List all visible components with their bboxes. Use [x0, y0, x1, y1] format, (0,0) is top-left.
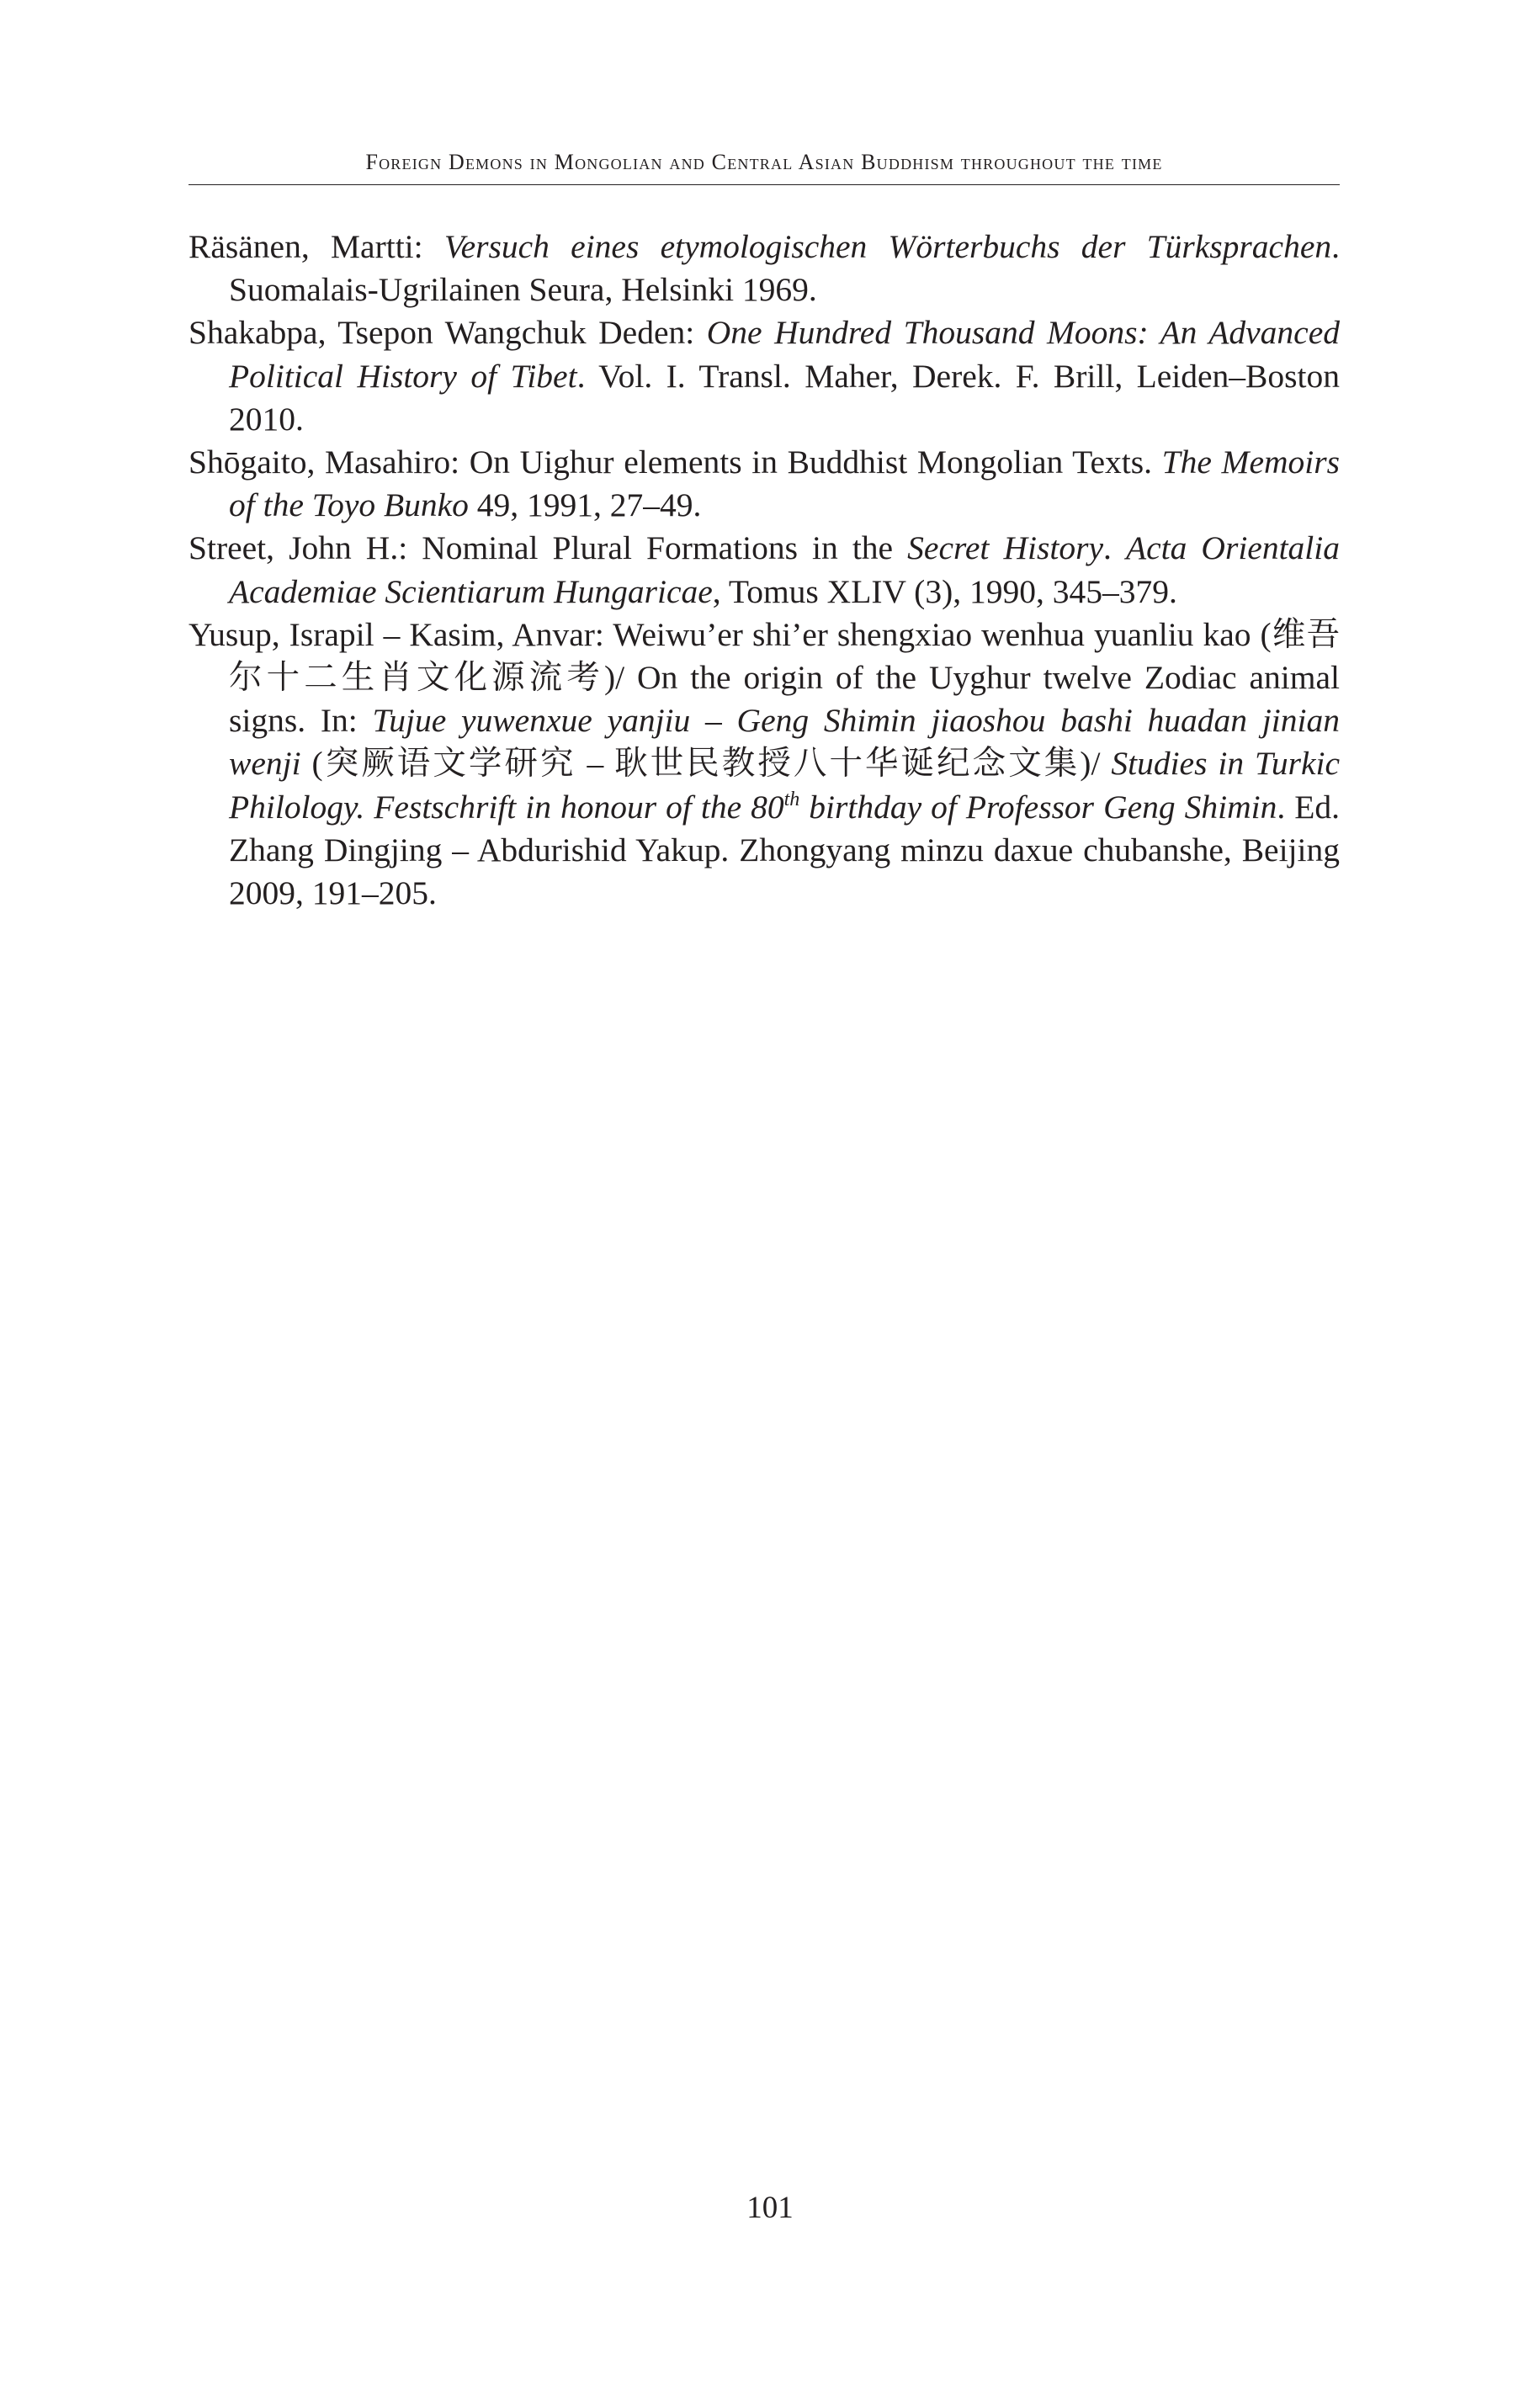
bibliography-entry-shogaito: [189, 441, 1340, 527]
entry-author: Räsänen, Martti:: [189, 228, 444, 265]
entry-chinese-title: (突厥语文学研究 – 耿世民教授八十华诞纪念文集)/: [300, 745, 1112, 783]
bibliography-list: [189, 226, 1340, 915]
entry-publication: . Ed. Zhang Dingjing – Abdurishid Yakup. Zhongyang minzu daxue chubanshe, Beijing 2009, 191–205.: [229, 788, 1340, 912]
entry-author: Shakabpa, Tsepon Wangchuk Deden:: [189, 314, 707, 352]
entry-book-title: Tujue yuwenxue yanjiu – Geng Shimin jiaoshou bashi huadan jinian wenji: [229, 702, 1340, 783]
header-rule: [189, 184, 1340, 185]
entry-author-title: Shōgaito, Masahiro: On Uighur elements in Buddhist Mongolian Texts.: [189, 444, 1162, 481]
entry-author-title: Street, John H.: Nominal Plural Formations in the: [189, 529, 908, 567]
page-number: 101: [746, 2191, 794, 2225]
entry-separator: .: [1102, 529, 1126, 567]
entry-english-title-part-1: Studies in Turkic Philology. Festschrift in honour of the 80: [229, 745, 1340, 826]
entry-title: Versuch eines etymologischen Wörterbuchs der Türksprachen: [443, 228, 1332, 265]
bibliography-entry-rasanen: [189, 226, 1340, 311]
entry-publication: . Suomalais-Ugrilainen Seura, Helsinki 1969.: [229, 228, 1340, 309]
entry-publication: , Tomus XLIV (3), 1990, 345–379.: [712, 572, 1177, 610]
entry-publication: 49, 1991, 27–49.: [468, 486, 702, 524]
bibliography-entry-shakabpa: [189, 311, 1340, 441]
entry-publication: . Vol. I. Transl. Maher, Derek. F. Brill, Leiden–Boston 2010.: [229, 357, 1341, 438]
ordinal-superscript: th: [783, 788, 800, 810]
entry-journal: Acta Orientalia Academiae Scientiarum Hungaricae: [229, 529, 1340, 610]
entry-english-title-part-2: birthday of Professor Geng Shimin: [799, 788, 1277, 826]
running-header: Foreign Demons in Mongolian and Central Asian Buddhism throughout the time: [365, 150, 1163, 174]
entry-title: Secret History: [907, 529, 1103, 567]
entry-author-title: Yusup, Israpil – Kasim, Anvar: Weiwu’er shi’er shengxiao wenhua yuanliu kao (维吾尔十二生肖文化源流考)/ On the origin of the Uyghur twelve Zodiac animal signs. In:: [189, 615, 1340, 740]
entry-journal: The Memoirs of the Toyo Bunko: [229, 444, 1340, 524]
bibliography-entry-yusup: [189, 614, 1340, 915]
bibliography-entry-street: [189, 527, 1340, 613]
entry-title: One Hundred Thousand Moons: An Advanced Political History of Tibet: [229, 314, 1340, 395]
